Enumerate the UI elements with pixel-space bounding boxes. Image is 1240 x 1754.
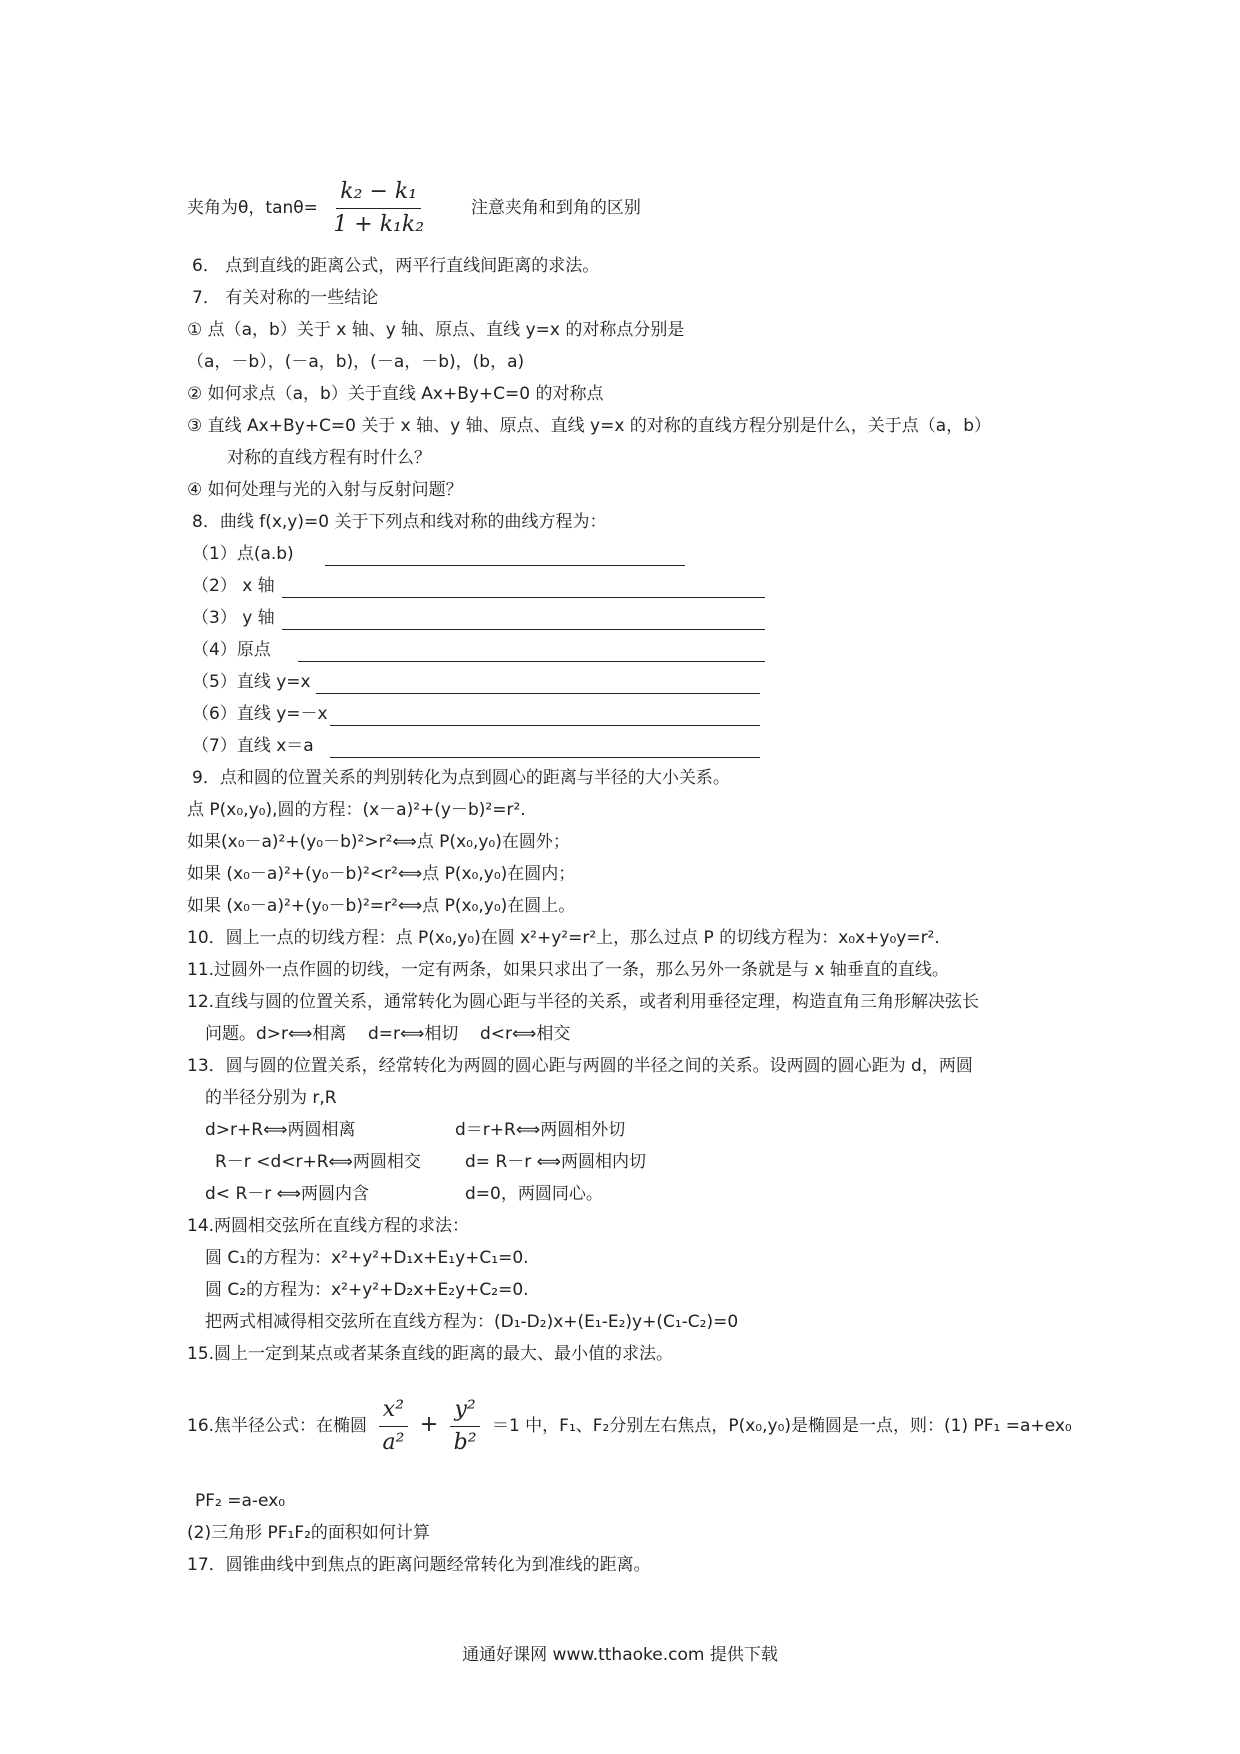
slope-fraction bbox=[329, 179, 428, 238]
item-16-suffix: ＝1 中，F₁、F₂分别左右焦点，P(x₀,y₀)是椭圆是一点，则：(1) PF₁ =a+ex₀ bbox=[491, 1416, 1072, 1436]
item-14-c2: 圆 C₂的方程为：x²+y²+D₂x+E₂y+C₂=0. bbox=[205, 1280, 529, 1300]
item-8-5-blank bbox=[316, 693, 760, 694]
item-8-6-blank bbox=[330, 725, 760, 726]
item-8-6-label: （6）直线 y=－x bbox=[192, 704, 328, 724]
item-13-ext-tangent: d＝r+R⟺两圆相外切 bbox=[455, 1120, 626, 1140]
item-7-3-cont: 对称的直线方程有时什么？ bbox=[227, 448, 431, 468]
item-8-1-label: （1）点(a.b) bbox=[192, 544, 294, 564]
item-9-inside: 如果 (x₀－a)²+(y₀－b)²<r²⟺点 P(x₀,y₀)在圆内； bbox=[187, 864, 576, 884]
item-13-separate: d>r+R⟺两圆相离 bbox=[205, 1120, 356, 1140]
item-8-7-label: （7）直线 x＝a bbox=[192, 736, 314, 756]
item-7-1: ① 点（a，b）关于 x 轴、y 轴、原点、直线 y=x 的对称点分别是 bbox=[187, 320, 685, 340]
item-16-pf2: PF₂ =a-ex₀ bbox=[195, 1491, 286, 1511]
angle-formula-note: 注意夹角和到角的区别 bbox=[470, 198, 641, 218]
item-8-3-blank bbox=[282, 629, 765, 630]
item-13-int-tangent: d= R－r ⟺两圆相内切 bbox=[465, 1152, 647, 1172]
item-7-2: ② 如何求点（a，b）关于直线 Ax+By+C=0 的对称点 bbox=[187, 384, 604, 404]
item-6: 6． 点到直线的距离公式，两平行直线间距离的求法。 bbox=[192, 256, 600, 276]
item-7: 7． 有关对称的一些结论 bbox=[192, 288, 379, 308]
item-13-cont: 的半径分别为 r,R bbox=[205, 1088, 337, 1108]
item-9: 9．点和圆的位置关系的判别转化为点到圆心的距离与半径的大小关系。 bbox=[192, 768, 730, 788]
item-9-outside: 如果(x₀－a)²+(y₀－b)²>r²⟺点 P(x₀,y₀)在圆外； bbox=[187, 832, 570, 852]
angle-formula-prefix: 夹角为θ，tanθ= bbox=[187, 198, 318, 218]
item-8-7-blank bbox=[330, 757, 760, 758]
slope-fraction-numerator: k₂ − k₁ bbox=[336, 179, 421, 209]
item-16-prefix: 16.焦半径公式：在椭圆 bbox=[187, 1416, 368, 1436]
item-8-3-label: （3） y 轴 bbox=[192, 608, 275, 628]
item-7-4: ④ 如何处理与光的入射与反射问题？ bbox=[187, 480, 463, 500]
item-9-circle-eq: 点 P(x₀,y₀),圆的方程：(x－a)²+(y－b)²=r². bbox=[187, 800, 526, 820]
item-14-c1: 圆 C₁的方程为：x²+y²+D₁x+E₁y+C₁=0. bbox=[205, 1248, 529, 1268]
item-13-intersect: R－r <d<r+R⟺两圆相交 bbox=[215, 1152, 421, 1172]
item-13-concentric: d=0，两圆同心。 bbox=[465, 1184, 603, 1204]
item-10: 10．圆上一点的切线方程：点 P(x₀,y₀)在圆 x²+y²=r²上，那么过点 P 的切线方程为：x₀x+y₀y=r². bbox=[187, 928, 940, 948]
ellipse-x-fraction bbox=[378, 1397, 408, 1456]
item-8-2-label: （2） x 轴 bbox=[192, 576, 275, 596]
item-8-1-blank bbox=[325, 565, 685, 566]
item-8: 8．曲线 f(x,y)=0 关于下列点和线对称的曲线方程为： bbox=[192, 512, 607, 532]
item-8-5-label: （5）直线 y=x bbox=[192, 672, 311, 692]
item-14-subtract: 把两式相减得相交弦所在直线方程为：(D₁-D₂)x+(E₁-E₂)y+(C₁-C₂)=0 bbox=[205, 1312, 739, 1332]
ellipse-plus: + bbox=[419, 1412, 439, 1437]
ellipse-y-numerator: y² bbox=[450, 1397, 479, 1427]
item-11: 11.过圆外一点作圆的切线，一定有两条，如果只求出了一条，那么另外一条就是与 x 轴垂直的直线。 bbox=[187, 960, 949, 980]
item-8-4-blank bbox=[298, 661, 765, 662]
item-7-1-answer: （a，－b），(－a，b)，(－a，－b)，(b，a) bbox=[187, 352, 525, 372]
item-8-2-blank bbox=[282, 597, 765, 598]
item-14: 14.两圆相交弦所在直线方程的求法： bbox=[187, 1216, 470, 1236]
item-9-on: 如果 (x₀－a)²+(y₀－b)²=r²⟺点 P(x₀,y₀)在圆上。 bbox=[187, 896, 576, 916]
item-13-contained: d< R－r ⟺两圆内含 bbox=[205, 1184, 370, 1204]
item-13: 13．圆与圆的位置关系，经常转化为两圆的圆心距与两圆的半径之间的关系。设两圆的圆心距为 d，两圆 bbox=[187, 1056, 973, 1076]
ellipse-x-numerator: x² bbox=[379, 1397, 408, 1427]
item-12-cont: 问题。d>r⟺相离 d=r⟺相切 d<r⟺相交 bbox=[205, 1024, 571, 1044]
angle-formula-line bbox=[187, 178, 641, 238]
ellipse-x-denominator: a² bbox=[382, 1429, 405, 1455]
item-7-3: ③ 直线 Ax+By+C=0 关于 x 轴、y 轴、原点、直线 y=x 的对称的直线方程分别是什么，关于点（a，b） bbox=[187, 416, 991, 436]
ellipse-y-fraction bbox=[450, 1397, 481, 1456]
item-8-4-label: （4）原点 bbox=[192, 640, 271, 660]
ellipse-y-denominator: b² bbox=[453, 1429, 477, 1455]
item-16 bbox=[187, 1392, 1072, 1458]
slope-fraction-denominator: 1 + k₁k₂ bbox=[333, 211, 425, 237]
item-15: 15.圆上一定到某点或者某条直线的距离的最大、最小值的求法。 bbox=[187, 1344, 674, 1364]
page-footer: 通通好课网 www.tthaoke.com 提供下载 bbox=[462, 1645, 778, 1665]
item-16-area: (2)三角形 PF₁F₂的面积如何计算 bbox=[187, 1523, 430, 1543]
item-17: 17．圆锥曲线中到焦点的距离问题经常转化为到准线的距离。 bbox=[187, 1555, 651, 1575]
item-12: 12.直线与圆的位置关系，通常转化为圆心距与半径的关系，或者利用垂径定理，构造直角三角形解决弦长 bbox=[187, 992, 980, 1012]
